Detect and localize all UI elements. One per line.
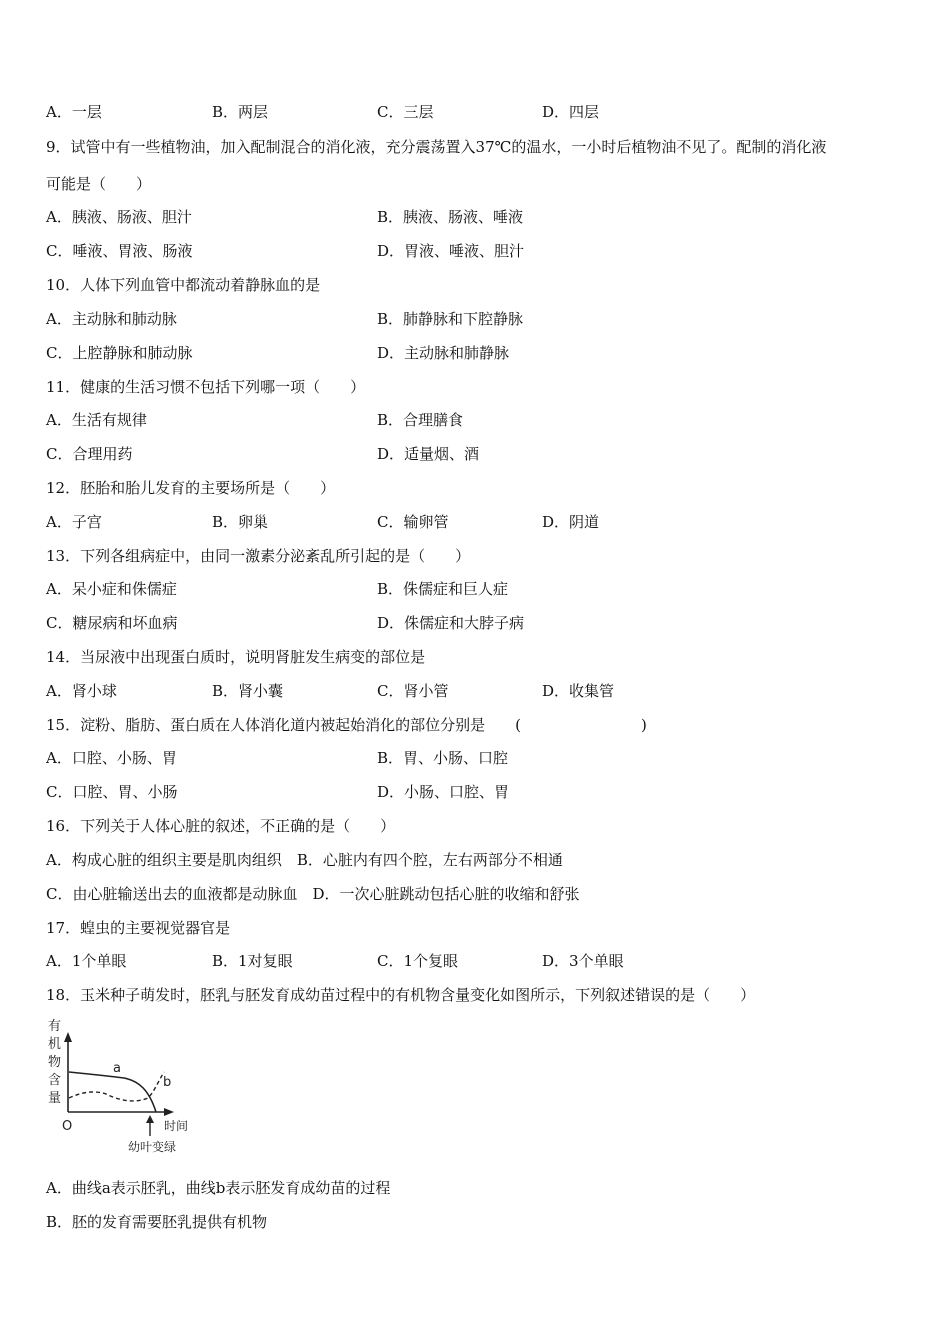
- q14-option-a: A．肾小球: [46, 682, 117, 700]
- q10-option-a: A．主动脉和肺动脉: [46, 310, 177, 328]
- q11-stem: 11．健康的生活习惯不包括下列哪一项（ ）: [46, 378, 366, 396]
- q11-option-a: A．生活有规律: [46, 411, 147, 429]
- q16-stem: 16．下列关于人体心脏的叙述，不正确的是（ ）: [46, 817, 396, 835]
- marker-label: 幼叶变绿: [128, 1140, 177, 1154]
- q8-option-c: C．三层: [377, 103, 434, 121]
- q18-figure: [44, 1014, 204, 1158]
- q14-option-d: D．收集管: [542, 682, 615, 700]
- q18-option-b: B．胚的发育需要胚乳提供有机物: [46, 1213, 268, 1231]
- q12-option-c: C．输卵管: [377, 513, 449, 531]
- q12-option-d: D．阴道: [542, 513, 600, 531]
- y-axis-label: [48, 1019, 61, 1106]
- y-label-char-0: 有: [48, 1019, 62, 1034]
- q17-option-d: D．3个单眼: [542, 952, 624, 970]
- q13-option-a: A．呆小症和侏儒症: [46, 580, 177, 598]
- q17-option-c: C．1个复眼: [377, 952, 459, 970]
- q8-option-a: A．一层: [46, 103, 102, 121]
- q11-option-c: C．合理用药: [46, 445, 133, 463]
- y-label-char-1: 机: [48, 1037, 62, 1052]
- q9-option-b: B．胰液、肠液、唾液: [377, 208, 524, 226]
- marker-arrow-head: [146, 1115, 154, 1123]
- q8-option-d: D．四层: [542, 103, 600, 121]
- q9-option-d: D．胃液、唾液、胆汁: [377, 242, 525, 260]
- q9-option-a: A．胰液、肠液、胆汁: [46, 208, 192, 226]
- curve-b-label: b: [163, 1075, 172, 1090]
- q15-option-c: C．口腔、胃、小肠: [46, 783, 178, 801]
- q14-option-c: C．肾小管: [377, 682, 449, 700]
- q16-options-ab: A．构成心脏的组织主要是肌肉组织 B．心脏内有四个腔，左右两部分不相通: [46, 851, 563, 869]
- q11-option-b: B．合理膳食: [377, 411, 464, 429]
- q10-option-d: D．主动脉和肺静脉: [377, 344, 510, 362]
- q17-option-a: A．1个单眼: [46, 952, 127, 970]
- q10-option-b: B．肺静脉和下腔静脉: [377, 310, 524, 328]
- q13-option-c: C．糖尿病和坏血病: [46, 614, 178, 632]
- q17-stem: 17．蝗虫的主要视觉器官是: [46, 919, 231, 937]
- q12-option-a: A．子宫: [46, 513, 102, 531]
- q13-option-d: D．侏儒症和大脖子病: [377, 614, 525, 632]
- q12-stem: 12．胚胎和胎儿发育的主要场所是（ ）: [46, 479, 336, 497]
- y-label-char-4: 量: [48, 1091, 62, 1106]
- q14-stem: 14．当尿液中出现蛋白质时，说明肾脏发生病变的部位是: [46, 648, 426, 666]
- q15-option-d: D．小肠、口腔、胃: [377, 783, 510, 801]
- y-label-char-3: 含: [48, 1073, 62, 1088]
- q18-stem: 18．玉米种子萌发时，胚乳与胚发育成幼苗过程中的有机物含量变化如图所示，下列叙述错误的是（ ）: [46, 986, 756, 1004]
- q10-stem: 10．人体下列血管中都流动着静脉血的是: [46, 276, 321, 294]
- q9-stem-line1: 9．试管中有一些植物油，加入配制混合的消化液，充分震荡置入37℃的温水，一小时后植物油不见了。配制的消化液: [46, 138, 827, 156]
- organic-content-graph: [44, 1014, 204, 1154]
- y-label-char-2: 物: [48, 1055, 62, 1070]
- q9-stem-line2: 可能是（ ）: [46, 175, 152, 193]
- q16-options-cd: C．由心脏输送出去的血液都是动脉血 D．一次心脏跳动包括心脏的收缩和舒张: [46, 885, 580, 903]
- origin-label: O: [62, 1119, 73, 1134]
- y-axis-arrow: [64, 1032, 72, 1042]
- x-axis-label: 时间: [164, 1119, 189, 1133]
- q13-stem: 13．下列各组病症中，由同一激素分泌紊乱所引起的是（ ）: [46, 547, 471, 565]
- q17-option-b: B．1对复眼: [212, 952, 293, 970]
- q15-option-a: A．口腔、小肠、胃: [46, 749, 177, 767]
- x-axis-arrow: [164, 1108, 174, 1116]
- q10-option-c: C．上腔静脉和肺动脉: [46, 344, 193, 362]
- curve-a-label: a: [113, 1061, 121, 1076]
- q8-option-b: B．两层: [212, 103, 269, 121]
- q15-option-b: B．胃、小肠、口腔: [377, 749, 509, 767]
- q15-stem: 15．淀粉、脂肪、蛋白质在人体消化道内被起始消化的部位分别是 ( ): [46, 716, 647, 734]
- curve-a: [69, 1072, 156, 1112]
- q9-option-c: C．唾液、胃液、肠液: [46, 242, 193, 260]
- q14-option-b: B．肾小囊: [212, 682, 284, 700]
- q18-option-a: A．曲线a表示胚乳，曲线b表示胚发育成幼苗的过程: [46, 1179, 391, 1197]
- q12-option-b: B．卵巢: [212, 513, 269, 531]
- q13-option-b: B．侏儒症和巨人症: [377, 580, 509, 598]
- q11-option-d: D．适量烟、酒: [377, 445, 480, 463]
